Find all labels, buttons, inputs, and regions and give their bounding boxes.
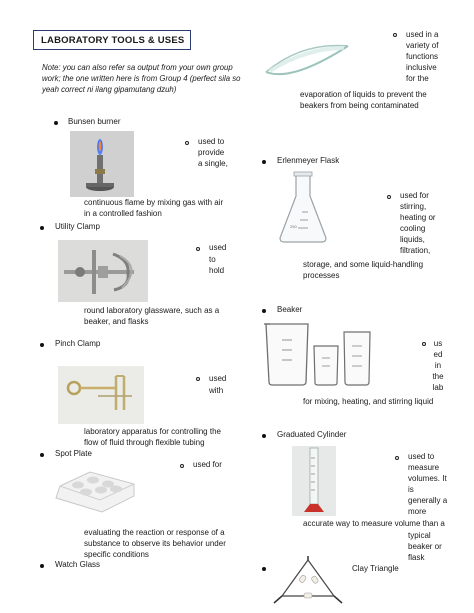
cylinder-use-line: used to xyxy=(408,452,435,461)
cylinder-use-line: generally a xyxy=(408,496,448,505)
bullet-circle xyxy=(180,464,184,468)
bullet-circle xyxy=(393,33,397,37)
bunsen-label: Bunsen burner xyxy=(68,117,121,126)
erlenmeyer-use-line: storage, and some liquid-handling xyxy=(303,260,424,269)
utility-use-line: round laboratory glassware, such as a xyxy=(84,306,220,315)
erlenmeyer-use-line: heating or xyxy=(400,213,436,222)
spot-plate-label: Spot Plate xyxy=(55,449,92,458)
bullet xyxy=(262,434,266,438)
clay-triangle-image xyxy=(272,556,344,606)
cylinder-use-line: flask xyxy=(408,553,425,562)
watch-use-line: evaporation of liquids to prevent the xyxy=(300,90,427,99)
bullet xyxy=(40,564,44,568)
utility-use-line: beaker, and flasks xyxy=(84,317,149,326)
erlenmeyer-image xyxy=(278,172,328,244)
spot-use-line: substance to observe its behavior under xyxy=(84,539,226,548)
utility-use-line: to xyxy=(209,254,216,264)
utility-clamp-image xyxy=(58,240,148,302)
bunsen-use-line: a single, xyxy=(198,159,228,168)
cylinder-use-line: more xyxy=(408,507,427,516)
bunsen-use-line: continuous flame by mixing gas with air xyxy=(84,198,224,207)
cylinder-use-line: accurate way to measure volume than a xyxy=(303,519,445,528)
utility-clamp-label: Utility Clamp xyxy=(55,222,100,231)
spot-plate-image xyxy=(50,468,140,516)
bunsen-burner-icon xyxy=(70,131,134,197)
bullet-circle xyxy=(387,195,391,199)
beaker-use-line: for mixing, heating, and stirring liquid xyxy=(303,397,434,406)
cylinder-use-line: volumes. It xyxy=(408,474,447,483)
bullet-circle xyxy=(395,456,399,460)
bunsen-use-line: used to xyxy=(198,137,225,146)
erlenmeyer-use-line: cooling xyxy=(400,224,426,233)
bullet xyxy=(40,226,44,230)
watch-use-line: variety of xyxy=(406,41,439,50)
graduated-cylinder-image xyxy=(292,446,336,516)
erlenmeyer-label: Erlenmeyer Flask xyxy=(277,156,340,165)
bullet xyxy=(54,121,58,125)
cylinder-use-line: beaker or xyxy=(408,542,442,551)
beaker-use-line: lab xyxy=(432,383,444,392)
graduated-cylinder-icon xyxy=(292,446,336,516)
page-title: LABORATORY TOOLS & USES xyxy=(41,35,185,46)
beaker-use-line: in xyxy=(434,361,442,370)
watch-use-line: functions xyxy=(406,52,439,61)
erlenmeyer-use-line: used for xyxy=(400,191,429,200)
bullet xyxy=(40,453,44,457)
spot-use-line: specific conditions xyxy=(84,550,149,559)
cylinder-use-line: is xyxy=(408,485,414,494)
graduated-cylinder-label: Graduated Cylinder xyxy=(277,430,347,439)
note-text: Note: you can also refer sa output from your own group work; the one written here is from Group 4 (perfect sila so yeah correct ni ilang gipamutang dzuh) xyxy=(42,63,241,94)
watch-use-line: beakers from being contaminated xyxy=(300,101,419,110)
beaker-use-line: us xyxy=(433,339,443,348)
erlenmeyer-use-line: liquids, xyxy=(400,235,425,244)
bullet xyxy=(262,160,266,164)
beaker-use-line: ed xyxy=(433,350,443,359)
erlenmeyer-flask-icon xyxy=(278,172,328,244)
pinch-use-line: laboratory apparatus for controlling the xyxy=(84,427,221,436)
cylinder-use-line: typical xyxy=(408,531,431,540)
pinch-clamp-label: Pinch Clamp xyxy=(55,339,101,348)
beaker-image xyxy=(262,320,382,386)
erlenmeyer-use-line: processes xyxy=(303,271,340,280)
erlenmeyer-use-line: stirring, xyxy=(400,202,427,211)
pinch-use-line: with xyxy=(209,386,224,395)
bullet-circle xyxy=(422,342,426,346)
bullet xyxy=(262,567,266,571)
watch-use-line: for the xyxy=(406,74,429,83)
watch-glass-label: Watch Glass xyxy=(55,560,101,569)
spot-use-line: evaluating the reaction or response of a xyxy=(84,528,225,537)
pinch-use-line: flow of fluid through flexible tubing xyxy=(84,438,205,447)
utility-use-line: used xyxy=(209,243,227,252)
utility-use-line: hold xyxy=(209,266,225,275)
beakers-icon xyxy=(262,320,382,386)
cylinder-use-line: measure xyxy=(408,463,440,472)
spot-use-line: used for xyxy=(193,460,222,469)
clay-triangle-label: Clay Triangle xyxy=(352,564,399,573)
bunsen-burner-image xyxy=(70,131,134,197)
svg-text:250: 250 xyxy=(290,224,297,229)
utility-clamp-icon xyxy=(58,240,148,302)
bullet-circle xyxy=(185,141,189,145)
bullet xyxy=(40,343,44,347)
clay-triangle-icon xyxy=(272,556,344,606)
bunsen-use-line: in a controlled fashion xyxy=(84,209,162,218)
bullet-circle xyxy=(196,377,200,381)
title-box xyxy=(33,30,191,50)
watch-use-line: used in a xyxy=(406,30,439,39)
watch-glass-image xyxy=(262,38,352,84)
bullet xyxy=(262,309,266,313)
erlenmeyer-use-line: filtration, xyxy=(400,246,431,255)
watch-glass-icon xyxy=(262,38,352,84)
watch-use-line: inclusive xyxy=(406,63,437,72)
bullet-circle xyxy=(196,247,200,251)
bunsen-use-line: provide xyxy=(198,148,225,157)
beaker-use-line: the xyxy=(432,372,444,381)
pinch-clamp-icon xyxy=(58,366,144,424)
pinch-use-line: used xyxy=(209,374,227,383)
spot-plate-icon xyxy=(50,468,140,516)
pinch-clamp-image xyxy=(58,366,144,424)
beaker-label: Beaker xyxy=(277,305,303,314)
